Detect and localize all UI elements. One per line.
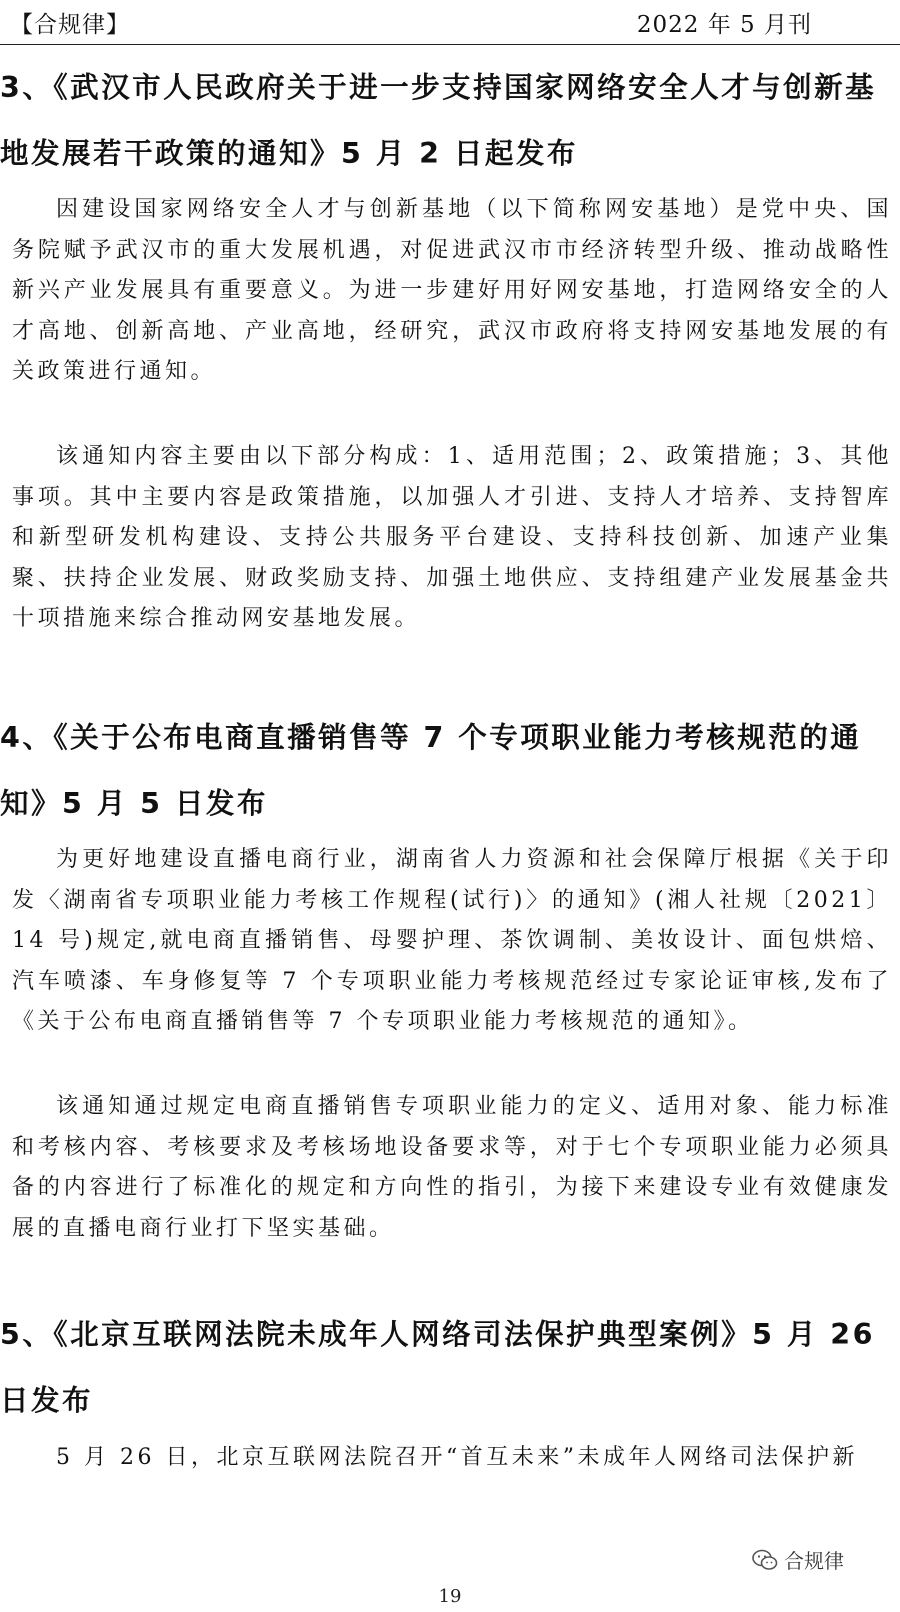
watermark <box>752 1545 844 1574</box>
section-heading: 4、《关于公布电商直播销售等 7 个专项职业能力考核规范的通知》5 月 5 日发布 <box>0 721 862 820</box>
body-paragraph: 5 月 26 日，北京互联网法院召开“首互未来”未成年人网络司法保护新 <box>56 1445 858 1470</box>
body-paragraph: 因建设国家网络安全人才与创新基地（以下简称网安基地）是党中央、国务院赋予武汉市的重大发展机遇，对促进武汉市市经济转型升级、推动战略性新兴产业发展具有重要意义。为进一步建好用好网安基地，打造网络安全的人才高地、创新高地、产业高地，经研究，武汉市政府将支持网安基地发展的有关政策进行通知。 <box>12 197 892 385</box>
wechat-icon <box>752 1549 778 1571</box>
body-paragraph: 该通知内容主要由以下部分构成：1、适用范围；2、政策措施；3、其他事项。其中主要内容是政策措施，以加强人才引进、支持人才培养、支持智库和新型研发机构建设、支持公共服务平台建设、支持科技创新、加速产业集聚、扶持企业发展、财政奖励支持、加强土地供应、支持组建产业发展基金共十项措施来综合推动网安基地发展。 <box>12 444 892 632</box>
body-paragraph: 为更好地建设直播电商行业，湖南省人力资源和社会保障厅根据《关于印发〈湖南省专项职业能力考核工作规程(试行)〉的通知》(湘人社规〔2021〕14 号)规定,就电商直播销售、母婴护理、茶饮调制、美妆设计、面包烘焙、汽车喷漆、车身修复等 7 个专项职业能力考核规范经过专家论证审核,发布了《关于公布电商直播销售等 7 个专项职业能力考核规范的通知》。 <box>12 847 892 1035</box>
section-heading: 3、《武汉市人民政府关于进一步支持国家网络安全人才与创新基地发展若干政策的通知》5 月 2 日起发布 <box>0 71 877 170</box>
issue-date: 2022 年 5 月刊 <box>636 12 812 38</box>
page-header <box>0 0 900 45</box>
watermark-text: 合规律 <box>784 1549 844 1573</box>
section-heading: 5、《北京互联网法院未成年人网络司法保护典型案例》5 月 26 日发布 <box>0 1318 875 1417</box>
journal-name: 【合规律】 <box>10 12 130 38</box>
body-paragraph: 该通知通过规定电商直播销售专项职业能力的定义、适用对象、能力标准和考核内容、考核要求及考核场地设备要求等，对于七个专项职业能力必须具备的内容进行了标准化的规定和方向性的指引，为接下来建设专业有效健康发展的直播电商行业打下坚实基础。 <box>12 1094 892 1241</box>
page-number: 19 <box>438 1586 462 1607</box>
